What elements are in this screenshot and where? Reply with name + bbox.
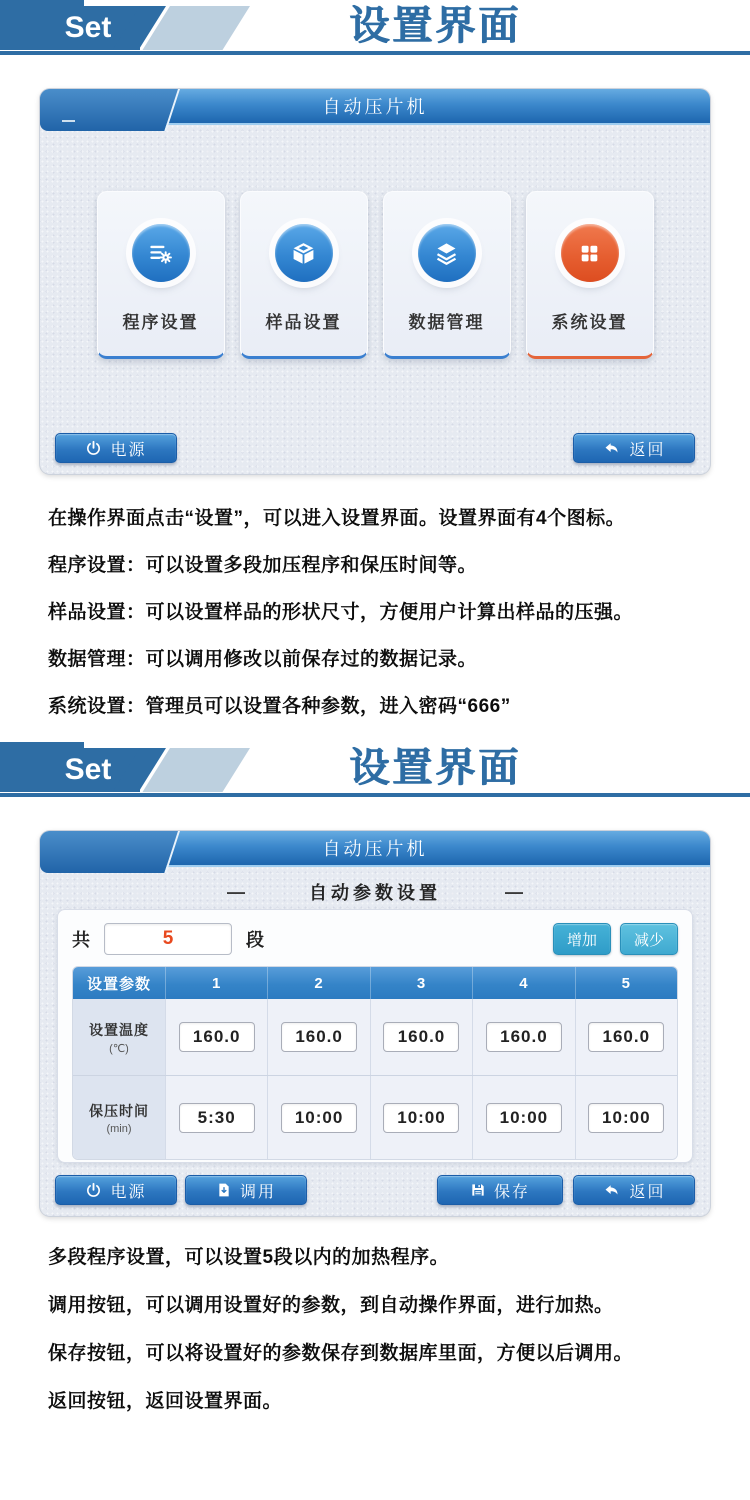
- back-button-label: 返回: [629, 441, 666, 459]
- subtitle-text: 自动参数设置: [309, 883, 441, 903]
- temperature-row: [73, 999, 677, 1075]
- subtitle-dash-right: —: [505, 881, 523, 902]
- segment-count-input[interactable]: 5: [104, 923, 232, 955]
- caption-line: 系统设置：管理员可以设置各种参数，进入密码“666”: [48, 696, 511, 717]
- segment-suffix-label: 段: [246, 930, 264, 950]
- table-cell: [472, 1076, 574, 1159]
- caption-line: 样品设置：可以设置样品的形状尺寸，方便用户计算出样品的压强。: [48, 602, 634, 623]
- temp-input-5[interactable]: 160.0: [588, 1022, 664, 1052]
- power-button[interactable]: [55, 433, 177, 463]
- power-button[interactable]: [55, 1175, 177, 1205]
- decrease-button[interactable]: 减少: [620, 923, 678, 955]
- time-input-2[interactable]: 10:00: [281, 1103, 357, 1133]
- header-cell: 4: [472, 967, 574, 999]
- header-cell: 5: [575, 967, 677, 999]
- parameter-panel: [57, 909, 693, 1163]
- table-cell: [267, 999, 369, 1075]
- caption-block-2: [48, 1246, 702, 1413]
- table-cell: [472, 999, 574, 1075]
- increase-button[interactable]: 增加: [553, 923, 611, 955]
- header-cell: 1: [165, 967, 267, 999]
- segment-prefix-label: 共: [72, 930, 90, 950]
- caption-line: 调用按钮，可以调用设置好的参数，到自动操作界面，进行加热。: [48, 1295, 614, 1316]
- sample-box-icon: [275, 224, 333, 282]
- segment-count-row: [72, 918, 678, 960]
- caption-line: 多段程序设置，可以设置5段以内的加热程序。: [48, 1247, 450, 1268]
- power-button-label: 电源: [110, 1183, 147, 1201]
- card-data-management[interactable]: [383, 191, 511, 359]
- table-cell: [165, 999, 267, 1075]
- row-unit: (℃): [109, 1042, 129, 1055]
- row-label-text: 保压时间: [89, 1102, 149, 1119]
- screen-title: 自动压片机: [322, 97, 428, 117]
- time-input-3[interactable]: 10:00: [383, 1103, 459, 1133]
- header-cell: 2: [267, 967, 369, 999]
- screen-titlebar: [40, 89, 710, 125]
- power-button-label: 电源: [110, 441, 147, 459]
- settings-cards-row: [40, 125, 710, 359]
- device-screen-parameters: [40, 831, 710, 1216]
- temp-input-4[interactable]: 160.0: [486, 1022, 562, 1052]
- caption-line: 数据管理：可以调用修改以前保存过的数据记录。: [48, 649, 478, 670]
- recall-button[interactable]: [185, 1175, 307, 1205]
- time-input-5[interactable]: 10:00: [588, 1103, 664, 1133]
- data-layers-icon: [418, 224, 476, 282]
- save-button-label: 保存: [493, 1183, 530, 1201]
- section-title: 设置界面: [349, 4, 521, 48]
- card-label: 系统设置: [551, 313, 628, 332]
- table-cell: [370, 999, 472, 1075]
- card-label: 样品设置: [265, 313, 342, 332]
- power-icon: [85, 1182, 102, 1199]
- subtitle-row: [40, 875, 710, 909]
- screen-title: 自动压片机: [322, 839, 428, 859]
- caption-line: 保存按钮，可以将设置好的参数保存到数据库里面，方便以后调用。: [48, 1343, 634, 1364]
- banner-tag: Set: [64, 753, 112, 786]
- header-cell: 3: [370, 967, 472, 999]
- recall-button-label: 调用: [239, 1183, 276, 1201]
- row-label-text: 设置温度: [89, 1021, 149, 1038]
- row-label: [73, 1076, 165, 1159]
- caption-block-1: [48, 507, 702, 718]
- back-arrow-icon: [602, 1182, 621, 1199]
- banner-underline: [0, 51, 750, 55]
- recall-file-icon: [216, 1182, 232, 1198]
- card-system-settings[interactable]: [526, 191, 654, 359]
- row-label: [73, 999, 165, 1075]
- program-settings-icon: [132, 224, 190, 282]
- system-grid-icon: [561, 224, 619, 282]
- right-button-group: [437, 1175, 695, 1205]
- hold-time-row: [73, 1075, 677, 1159]
- table-cell: [575, 999, 677, 1075]
- back-button-label: 返回: [629, 1183, 666, 1201]
- back-arrow-icon: [602, 440, 621, 457]
- save-floppy-icon: [470, 1182, 486, 1198]
- table-cell: [165, 1076, 267, 1159]
- table-header-row: [73, 967, 677, 999]
- back-button[interactable]: [573, 1175, 695, 1205]
- parameter-table: [72, 966, 678, 1160]
- caption-line: 在操作界面点击“设置”，可以进入设置界面。设置界面有4个图标。: [48, 508, 626, 529]
- temp-input-2[interactable]: 160.0: [281, 1022, 357, 1052]
- power-icon: [85, 440, 102, 457]
- time-input-1[interactable]: 5:30: [179, 1103, 255, 1133]
- caption-line: 程序设置：可以设置多段加压程序和保压时间等。: [48, 555, 478, 576]
- table-cell: [267, 1076, 369, 1159]
- screen2-button-row: [55, 1175, 695, 1205]
- card-program-settings[interactable]: [97, 191, 225, 359]
- banner-tag: Set: [64, 11, 112, 44]
- screen-titlebar: [40, 831, 710, 867]
- subtitle-dash-left: —: [227, 881, 245, 902]
- card-label: 数据管理: [408, 313, 485, 332]
- caption-line: 返回按钮，返回设置界面。: [48, 1391, 283, 1412]
- temp-input-3[interactable]: 160.0: [383, 1022, 459, 1052]
- segment-buttons: [553, 923, 678, 955]
- back-button[interactable]: [573, 433, 695, 463]
- banner-underline: [0, 793, 750, 797]
- save-button[interactable]: [437, 1175, 563, 1205]
- section-banner-1: [0, 0, 750, 55]
- temp-input-1[interactable]: 160.0: [179, 1022, 255, 1052]
- device-screen-settings-menu: [40, 89, 710, 474]
- left-button-group: [55, 1175, 307, 1205]
- table-cell: [575, 1076, 677, 1159]
- section-banner-2: [0, 742, 750, 797]
- header-cell: 设置参数: [86, 975, 151, 993]
- row-unit: (min): [106, 1122, 132, 1135]
- time-input-4[interactable]: 10:00: [486, 1103, 562, 1133]
- screen1-button-row: [55, 433, 695, 463]
- table-cell: [370, 1076, 472, 1159]
- card-sample-settings[interactable]: [240, 191, 368, 359]
- card-label: 程序设置: [122, 313, 199, 332]
- section-title: 设置界面: [349, 746, 521, 790]
